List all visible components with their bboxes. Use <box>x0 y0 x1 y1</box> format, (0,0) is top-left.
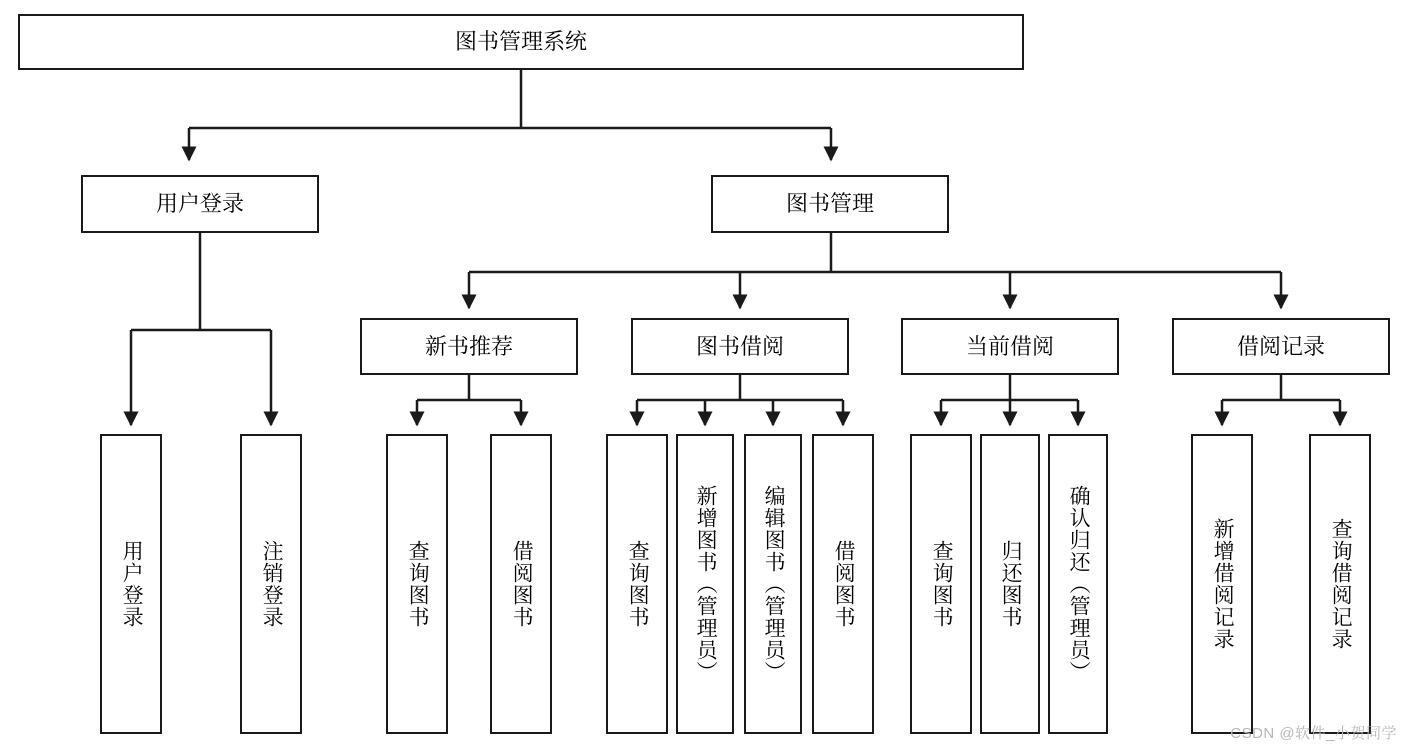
leaf-current-confirm-return-label: 确认归还（管理员） <box>1067 485 1091 683</box>
leaf-records-add-record[interactable] <box>1191 434 1253 734</box>
leaf-current-query-book[interactable] <box>910 434 972 734</box>
leaf-borrow-query-book-label: 查询图书 <box>626 540 650 628</box>
leaf-current-return-book-label: 归还图书 <box>999 540 1023 628</box>
leaf-recommend-borrow-book-label: 借阅图书 <box>510 540 534 628</box>
leaf-login-logout[interactable] <box>240 434 302 734</box>
leaf-borrow-edit-book-label: 编辑图书（管理员） <box>762 485 786 683</box>
leaf-records-add-record-label: 新增借阅记录 <box>1211 518 1235 650</box>
node-root-label: 图书管理系统 <box>454 29 587 55</box>
leaf-current-query-book-label: 查询图书 <box>930 540 954 628</box>
node-user-login[interactable] <box>81 175 319 233</box>
node-borrow-records-label: 借阅记录 <box>1236 333 1325 359</box>
leaf-borrow-borrow-book[interactable] <box>812 434 874 734</box>
leaf-login-user-login-label: 用户登录 <box>120 540 144 628</box>
node-book-management[interactable] <box>711 175 949 233</box>
node-new-book-recommend-label: 新书推荐 <box>424 333 513 359</box>
node-current-borrow[interactable] <box>901 318 1119 375</box>
leaf-current-confirm-return[interactable] <box>1048 434 1108 734</box>
node-book-management-label: 图书管理 <box>785 191 874 217</box>
leaf-recommend-query-book[interactable] <box>386 434 448 734</box>
leaf-records-query-record-label: 查询借阅记录 <box>1329 518 1353 650</box>
leaf-borrow-borrow-book-label: 借阅图书 <box>832 540 856 628</box>
node-current-borrow-label: 当前借阅 <box>965 333 1054 359</box>
node-book-borrow-label: 图书借阅 <box>695 333 784 359</box>
leaf-recommend-query-book-label: 查询图书 <box>406 540 430 628</box>
leaf-login-logout-label: 注销登录 <box>260 540 284 628</box>
leaf-borrow-edit-book[interactable] <box>744 434 802 734</box>
leaf-borrow-add-book[interactable] <box>676 434 734 734</box>
node-borrow-records[interactable] <box>1172 318 1390 375</box>
leaf-recommend-borrow-book[interactable] <box>490 434 552 734</box>
leaf-borrow-query-book[interactable] <box>606 434 668 734</box>
node-new-book-recommend[interactable] <box>360 318 578 375</box>
leaf-records-query-record[interactable] <box>1309 434 1371 734</box>
leaf-borrow-add-book-label: 新增图书（管理员） <box>694 485 718 683</box>
watermark-text: CSDN @软件_小贺同学 <box>1230 725 1397 742</box>
node-user-login-label: 用户登录 <box>155 191 244 217</box>
leaf-current-return-book[interactable] <box>980 434 1040 734</box>
node-book-borrow[interactable] <box>631 318 849 375</box>
leaf-login-user-login[interactable] <box>100 434 162 734</box>
node-root[interactable] <box>18 14 1024 70</box>
